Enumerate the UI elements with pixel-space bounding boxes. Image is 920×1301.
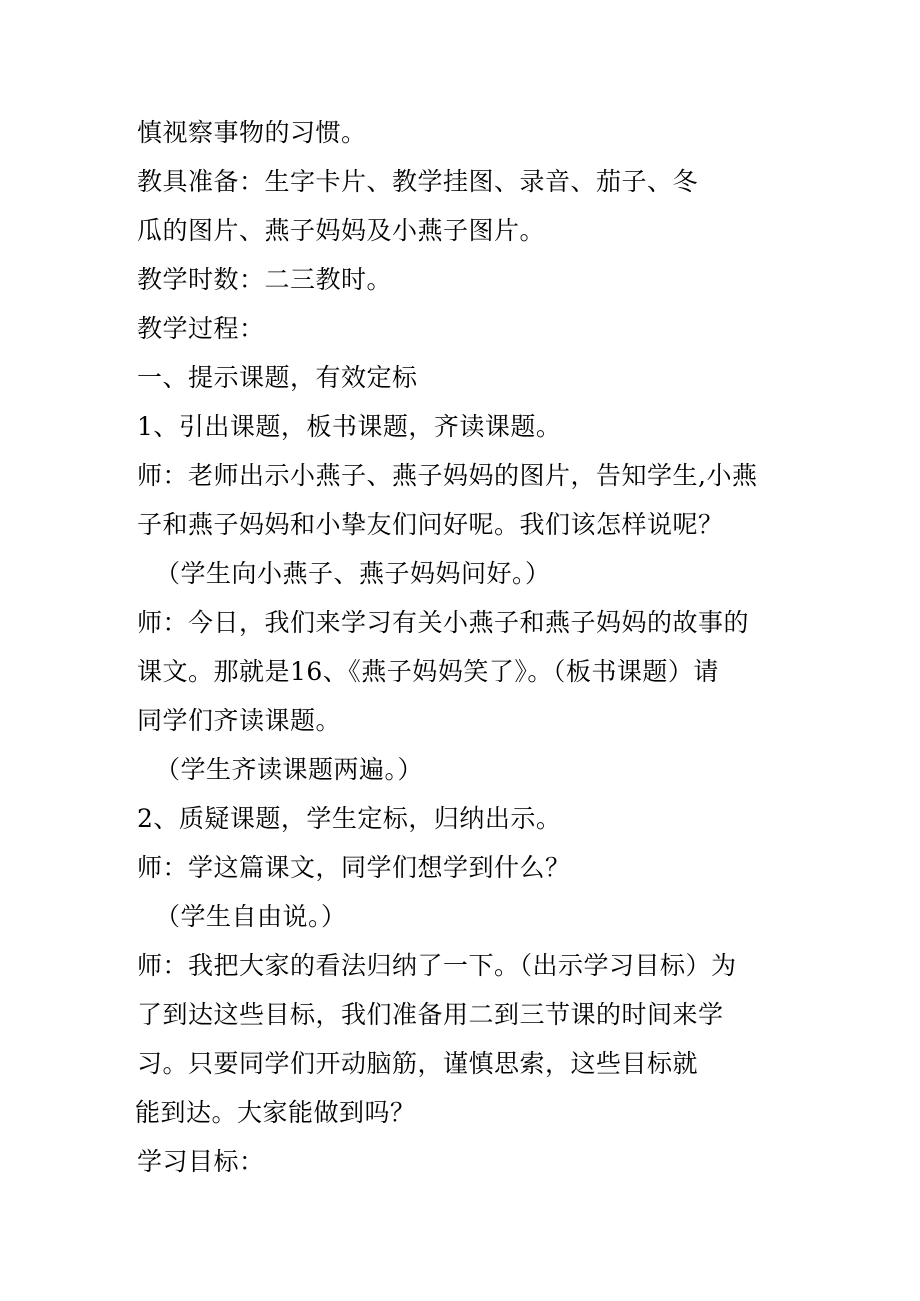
- text-line-5: 教学过程：: [137, 314, 265, 343]
- text-line-2: 教具准备：生字卡片、教学挂图、录音、茄子、冬: [137, 167, 699, 196]
- text-line-22: 学习目标：: [137, 1147, 265, 1176]
- text-line-10: （学生向小燕子、燕子妈妈问好。）: [155, 559, 551, 588]
- text-line-11: 师：今日，我们来学习有关小燕子和燕子妈妈的故事的: [137, 608, 750, 637]
- text-line-13: 同学们齐读课题。: [137, 706, 342, 735]
- text-line-8: 师：老师出示小燕子、燕子妈妈的图片，告知学生,小燕: [137, 461, 758, 490]
- text-line-17: （学生自由说。）: [155, 902, 347, 931]
- text-line-14: （学生齐读课题两遍。）: [155, 755, 424, 784]
- text-line-19: 了到达这些目标，我们准备用二到三节课的时间来学: [137, 1000, 724, 1029]
- text-line-18: 师：我把大家的看法归纳了一下。（出示学习目标）为: [137, 951, 737, 980]
- text-line-12: 课文。那就是16、《燕子妈妈笑了》。（板书课题）请: [137, 657, 719, 686]
- document-body: [137, 108, 787, 1186]
- section-heading: 一、提示课题，有效定标: [137, 363, 418, 392]
- text-line-20: 习。只要同学们开动脑筋，谨慎思索，这些目标就: [137, 1049, 699, 1078]
- text-line-3: 瓜的图片、燕子妈妈及小燕子图片。: [137, 216, 546, 245]
- text-line-1: 慎视察事物的习惯。: [137, 118, 367, 147]
- text-line-21: 能到达。大家能做到吗？: [135, 1098, 416, 1127]
- text-line-16: 师：学这篇课文，同学们想学到什么？: [137, 853, 571, 882]
- text-line-7: 1、引出课题，板书课题，齐读课题。: [137, 412, 562, 441]
- text-line-15: 2、质疑课题，学生定标，归纳出示。: [137, 804, 562, 833]
- text-line-9: 子和燕子妈妈和小挚友们问好呢。我们该怎样说呢？: [137, 510, 724, 539]
- text-line-4: 教学时数：二三教时。: [137, 265, 393, 294]
